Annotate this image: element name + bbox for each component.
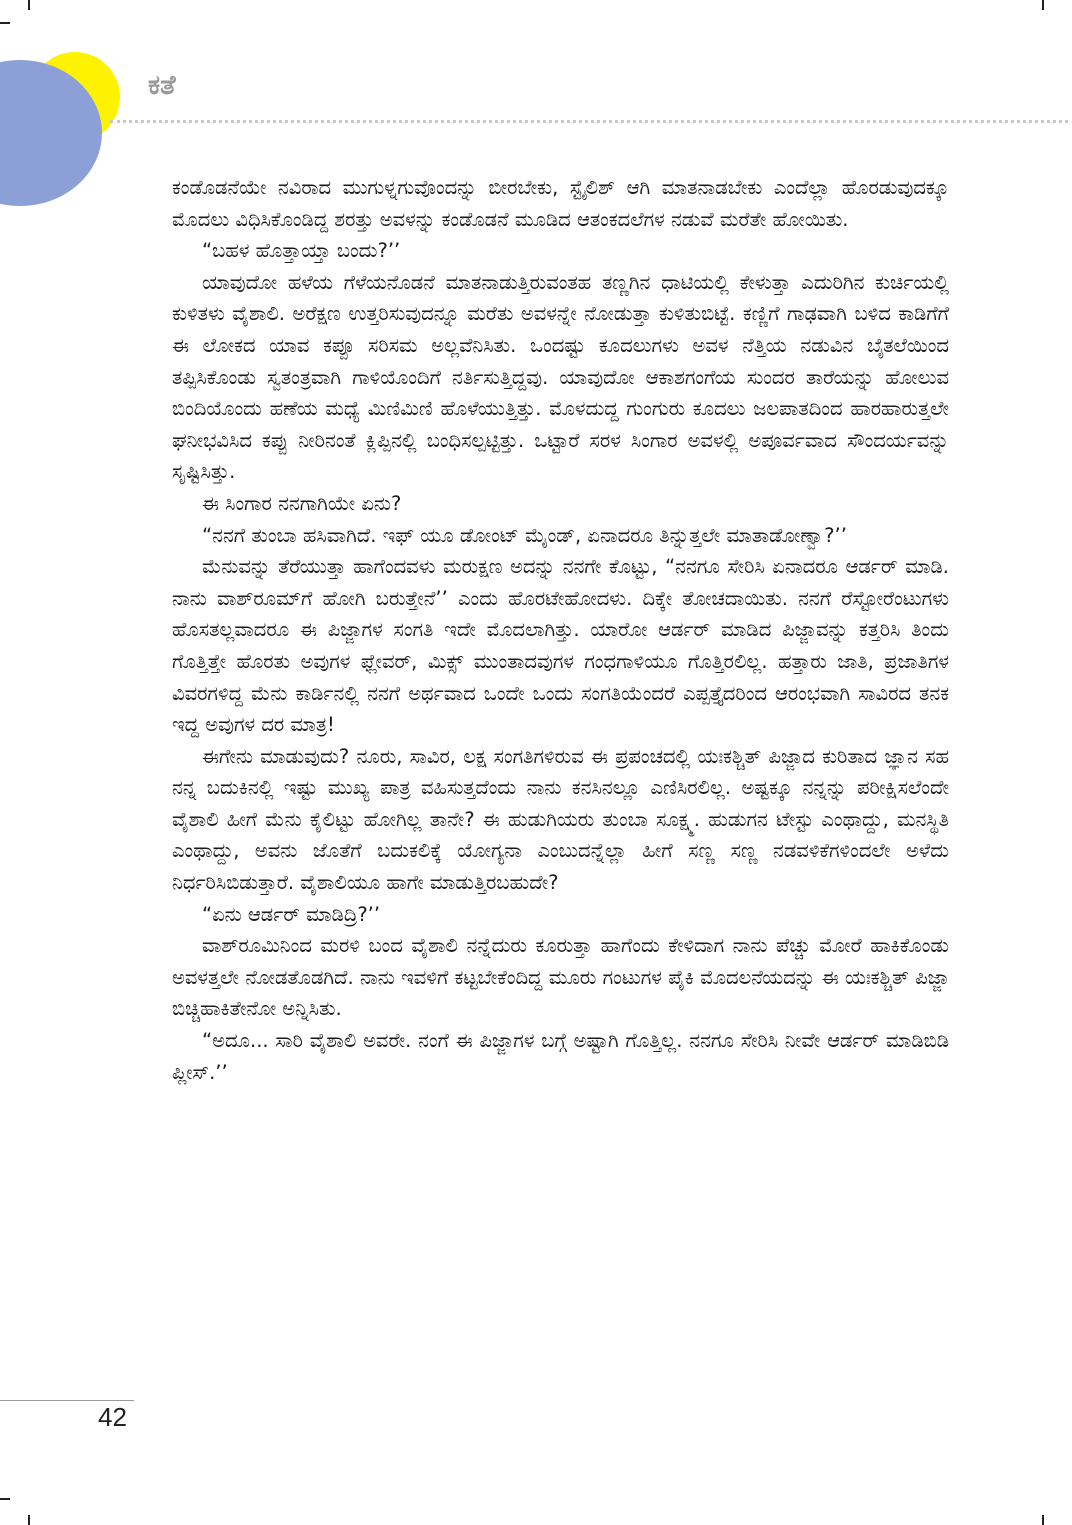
paragraph: “ಏನು ಆರ್ಡರ್ ಮಾಡಿದ್ರಿ?’’: [202, 902, 381, 926]
footer-rule: [0, 1400, 134, 1401]
paragraph: ಕಂಡೊಡನೆಯೇ ನವಿರಾದ ಮುಗುಳ್ನಗುವೊಂದನ್ನು ಬೀರಬೇಕು, ಸ್ಟೈಲಿಶ್ ಆಗಿ ಮಾತನಾಡಬೇಕು ಎಂದೆಲ್ಲಾ ಹೊರಡುವುದಕ್ಕೂ ಮೊದಲು ವಿಧಿಸಿಕೊಂಡಿದ್ದ ಶರತ್ತು ಅವಳನ್ನು ಕಂಡೊಡನೆ ಮೂಡಿದ ಆತಂಕದಲೆಗಳ ನಡುವೆ ಮರೆತೇ ಹೋಯಿತು.: [172, 176, 949, 231]
crop-mark-left: [0, 1498, 10, 1500]
paragraph: ಯಾವುದೋ ಹಳೆಯ ಗೆಳೆಯನೊಡನೆ ಮಾತನಾಡುತ್ತಿರುವಂತಹ ತಣ್ಣಗಿನ ಧಾಟಿಯಲ್ಲಿ ಕೇಳುತ್ತಾ ಎದುರಿಗಿನ ಕುರ್ಚಿಯಲ್ಲಿ ಕುಳಿತಳು ವೈಶಾಲಿ. ಅರೆಕ್ಷಣ ಉತ್ತರಿಸುವುದನ್ನೂ ಮರೆತು ಅವಳನ್ನೇ ನೋಡುತ್ತಾ ಕುಳಿತುಬಿಟ್ಟೆ. ಕಣ್ಣಿಗೆ ಗಾಢವಾಗಿ ಬಳಿದ ಕಾಡಿಗೆಗೆ ಈ ಲೋಕದ ಯಾವ ಕಪ್ಪೂ ಸರಿಸಮ ಅಲ್ಲವೆನಿಸಿತು. ಒಂದಷ್ಟು ಕೂದಲುಗಳು ಅವಳ ನೆತ್ತಿಯ ನಡುವಿನ ಬೈತಲೆಯಿಂದ ತಪ್ಪಿಸಿಕೊಂಡು ಸ್ವತಂತ್ರವಾಗಿ ಗಾಳಿಯೊಂದಿಗೆ ನರ್ತಿಸುತ್ತಿದ್ದವು. ಯಾವುದೋ ಆಕಾಶಗಂಗೆಯ ಸುಂದರ ತಾರೆಯನ್ನು ಹೋಲುವ ಬಿಂದಿಯೊಂದು ಹಣೆಯ ಮಧ್ಯೆ ಮಿಣಿಮಿಣಿ ಹೊಳೆಯುತ್ತಿತ್ತು. ಮೊಳದುದ್ದ ಗುಂಗುರು ಕೂದಲು ಜಲಪಾತದಿಂದ ಹಾರಹಾರುತ್ತಲೇ ಘನೀಭವಿಸಿದ ಕಪ್ಪು ನೀರಿನಂತೆ ಕ್ಲಿಪ್ಪಿನಲ್ಲಿ ಬಂಧಿಸಲ್ಪಟ್ಟಿತ್ತು. ಒಟ್ಟಾರೆ ಸರಳ ಸಿಂಗಾರ ಅವಳಲ್ಲಿ ಅಪೂರ್ವವಾದ ಸೌಂದರ್ಯವನ್ನು ಸೃಷ್ಟಿಸಿತ್ತು.: [172, 270, 949, 484]
crop-mark-top: [1042, 0, 1044, 10]
paragraph: ವಾಶ್‌ರೂಮಿನಿಂದ ಮರಳಿ ಬಂದ ವೈಶಾಲಿ ನನ್ನೆದುರು ಕೂರುತ್ತಾ ಹಾಗೆಂದು ಕೇಳಿದಾಗ ನಾನು ಪೆಚ್ಚು ಮೋರೆ ಹಾಕಿಕೊಂಡು ಅವಳತ್ತಲೇ ನೋಡತೊಡಗಿದೆ. ನಾನು ಇವಳಿಗೆ ಕಟ್ಟಬೇಕೆಂದಿದ್ದ ಮೂರು ಗಂಟುಗಳ ಪೈಕಿ ಮೊದಲನೆಯದನ್ನು ಈ ಯಃಕಶ್ಚಿತ್ ಪಿಜ್ಜಾ ಬಿಚ್ಚಿಹಾಕಿತೇನೋ ಅನ್ನಿಸಿತು.: [172, 934, 949, 1021]
crop-mark-bottom: [28, 1515, 30, 1525]
paragraph: “ಬಹಳ ಹೊತ್ತಾಯ್ತಾ ಬಂದು?’’: [202, 239, 401, 263]
paragraph: “ಅದೂ... ಸಾರಿ ವೈಶಾಲಿ ಅವರೇ. ನಂಗೆ ಈ ಪಿಜ್ಜಾಗಳ ಬಗ್ಗೆ ಅಷ್ಟಾಗಿ ಗೊತ್ತಿಲ್ಲ. ನನಗೂ ಸೇರಿಸಿ ನೀವೇ ಆರ್ಡರ್ ಮಾಡಿಬಿಡಿ ಪ್ಲೀಸ್.’’: [172, 1029, 949, 1084]
section-label: ಕತೆ: [148, 70, 176, 101]
crop-mark-bottom: [1042, 1515, 1044, 1525]
header-dotted-rule: [110, 120, 1068, 123]
paragraph: ಮೆನುವನ್ನು ತೆರೆಯುತ್ತಾ ಹಾಗೆಂದವಳು ಮರುಕ್ಷಣ ಅದನ್ನು ನನಗೇ ಕೊಟ್ಟು, “ನನಗೂ ಸೇರಿಸಿ ಏನಾದರೂ ಆರ್ಡರ್ ಮಾಡಿ. ನಾನು ವಾಶ್‌ರೂಮ್‌ಗೆ ಹೋಗಿ ಬರುತ್ತೇನೆ’’ ಎಂದು ಹೊರಟೇಹೋದಳು. ದಿಕ್ಕೇ ತೋಚದಾಯಿತು. ನನಗೆ ರೆಸ್ಟೋರೆಂಟುಗಳು ಹೊಸತಲ್ಲವಾದರೂ ಈ ಪಿಜ್ಜಾಗಳ ಸಂಗತಿ ಇದೇ ಮೊದಲಾಗಿತ್ತು. ಯಾರೋ ಆರ್ಡರ್ ಮಾಡಿದ ಪಿಜ್ಜಾವನ್ನು ಕತ್ತರಿಸಿ ತಿಂದು ಗೊತ್ತಿತ್ತೇ ಹೊರತು ಅವುಗಳ ಫ್ಲೇವರ್, ಮಿಕ್ಸ್ ಮುಂತಾದವುಗಳ ಗಂಧಗಾಳಿಯೂ ಗೊತ್ತಿರಲಿಲ್ಲ. ಹತ್ತಾರು ಜಾತಿ, ಪ್ರಜಾತಿಗಳ ವಿವರಗಳಿದ್ದ ಮೆನು ಕಾರ್ಡಿನಲ್ಲಿ ನನಗೆ ಅರ್ಥವಾದ ಒಂದೇ ಒಂದು ಸಂಗತಿಯೆಂದರೆ ಎಪ್ಪತ್ತೈದರಿಂದ ಆರಂಭವಾಗಿ ಸಾವಿರದ ತನಕ ಇದ್ದ ಅವುಗಳ ದರ ಮಾತ್ರ!: [172, 555, 949, 737]
crop-mark-left: [0, 22, 10, 24]
crop-mark-top: [28, 0, 30, 10]
page-number: 42: [98, 1402, 127, 1432]
story-body: [172, 172, 949, 1088]
paragraph: ಈಗೇನು ಮಾಡುವುದು? ನೂರು, ಸಾವಿರ, ಲಕ್ಷ ಸಂಗತಿಗಳಿರುವ ಈ ಪ್ರಪಂಚದಲ್ಲಿ ಯಃಕಶ್ಚಿತ್ ಪಿಜ್ಜಾದ ಕುರಿತಾದ ಜ್ಞಾನ ಸಹ ನನ್ನ ಬದುಕಿನಲ್ಲಿ ಇಷ್ಟು ಮುಖ್ಯ ಪಾತ್ರ ವಹಿಸುತ್ತದೆಂದು ನಾನು ಕನಸಿನಲ್ಲೂ ಎಣಿಸಿರಲಿಲ್ಲ. ಅಷ್ಟಕ್ಕೂ ನನ್ನನ್ನು ಪರೀಕ್ಷಿಸಲೆಂದೇ ವೈಶಾಲಿ ಹೀಗೆ ಮೆನು ಕೈಲಿಟ್ಟು ಹೋಗಿಲ್ಲ ತಾನೇ? ಈ ಹುಡುಗಿಯರು ತುಂಬಾ ಸೂಕ್ಷ್ಮ. ಹುಡುಗನ ಟೇಸ್ಟು ಎಂಥಾದ್ದು, ಮನಸ್ಥಿತಿ ಎಂಥಾದ್ದು, ಅವನು ಜೊತೆಗೆ ಬದುಕಲಿಕ್ಕೆ ಯೋಗ್ಯನಾ ಎಂಬುದನ್ನೆಲ್ಲಾ ಹೀಗೆ ಸಣ್ಣ ಸಣ್ಣ ನಡವಳಿಕೆಗಳಿಂದಲೇ ಅಳೆದು ನಿರ್ಧರಿಸಿಬಿಡುತ್ತಾರೆ. ವೈಶಾಲಿಯೂ ಹಾಗೇ ಮಾಡುತ್ತಿರಬಹುದೇ?: [172, 744, 949, 895]
paragraph: ಈ ಸಿಂಗಾರ ನನಗಾಗಿಯೇ ಏನು?: [202, 491, 402, 515]
paragraph: “ನನಗೆ ತುಂಬಾ ಹಸಿವಾಗಿದೆ. ಇಫ್ ಯೂ ಡೋಂಟ್ ಮೈಂಡ್, ಏನಾದರೂ ತಿನ್ನುತ್ತಲೇ ಮಾತಾಡೋಣ್ವಾ?’’: [202, 523, 847, 547]
